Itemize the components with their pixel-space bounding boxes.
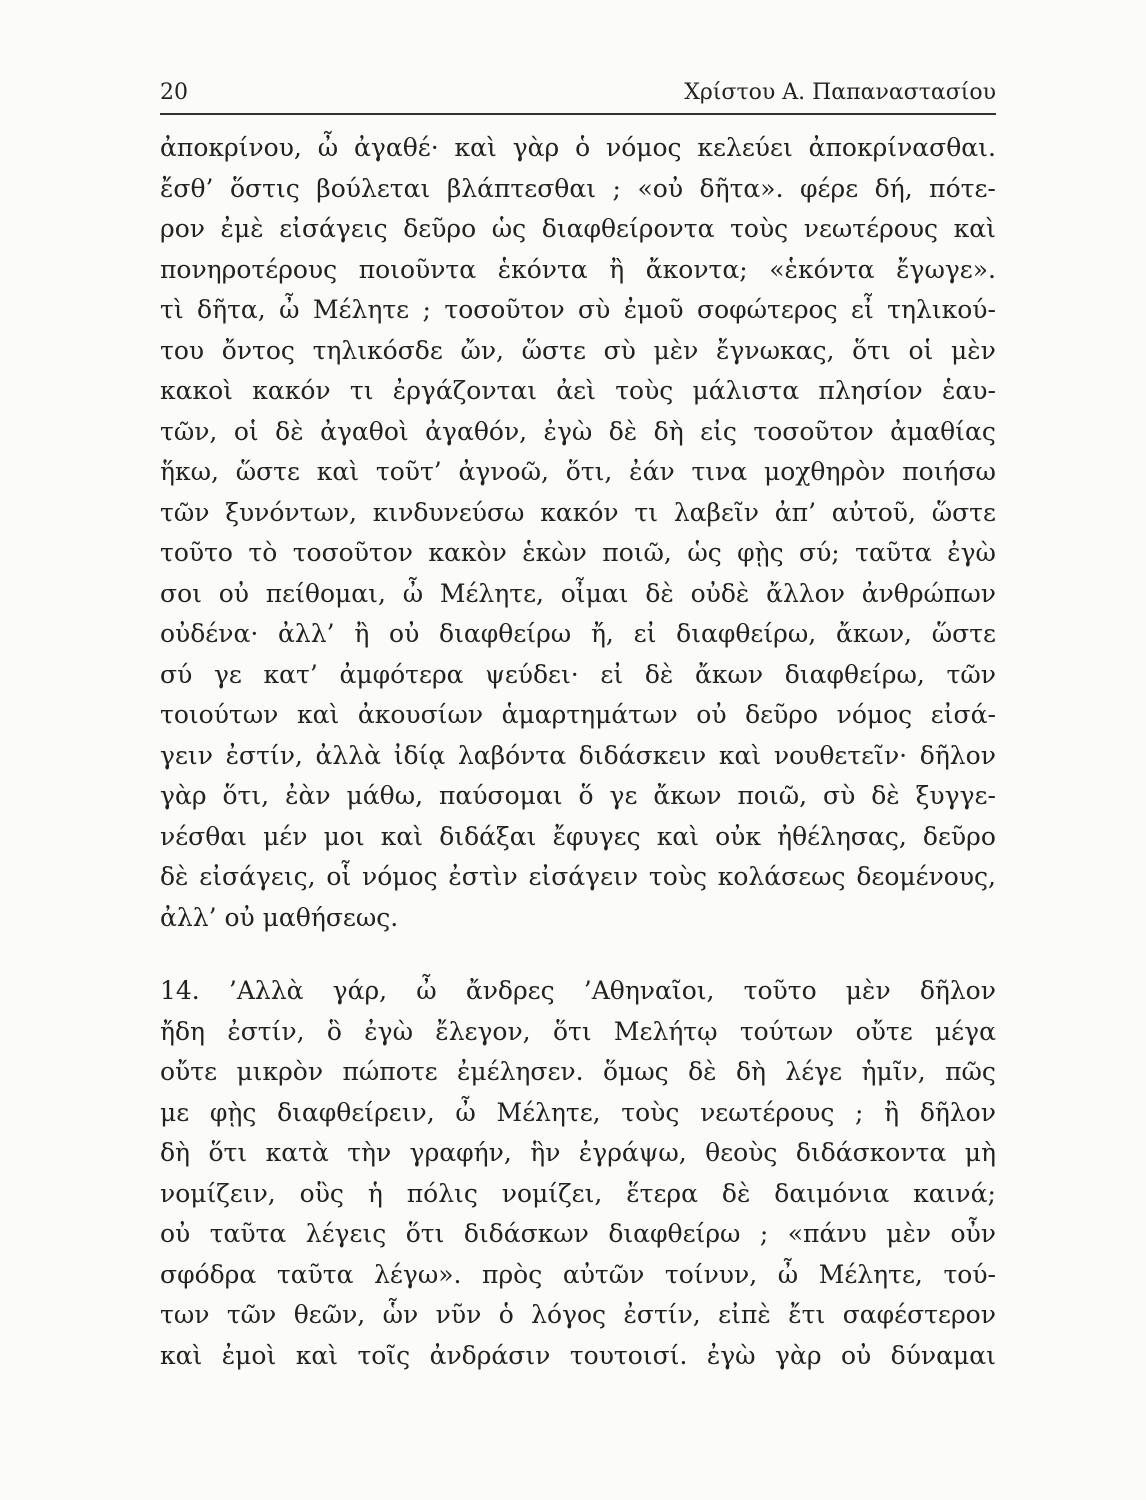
paragraph-1: [160, 128, 996, 938]
text-line: οὔτε μικρὸν πώποτε ἐμέλησεν. ὅμως δὲ δὴ λέγε ἡμῖν, πῶς: [160, 1057, 996, 1086]
text-line: νομίζειν, οὓς ἡ πόλις νομίζει, ἕτερα δὲ δαιμόνια καινά;: [160, 1178, 996, 1208]
text-line: τῶν ξυνόντων, κινδυνεύσω κακόν τι λαβεῖν ἀπ’ αὐτοῦ, ὥστε: [160, 497, 996, 527]
text-line: δὴ ὅτι κατὰ τὴν γραφήν, ἣν ἐγράψω, θεοὺς διδάσκοντα μὴ: [160, 1138, 996, 1167]
paragraph-2: [160, 971, 996, 1376]
text-line: σύ γε κατ’ ἀμφότερα ψεύδει· εἰ δὲ ἄκων διαφθείρω, τῶν: [160, 659, 996, 689]
text-line: ἔσθ’ ὅστις βούλεται βλάπτεσθαι ; «οὐ δῆτα». φέρε δή, πότε-: [160, 173, 996, 203]
text-line: τῶν, οἱ δὲ ἀγαθοὶ ἀγαθόν, ἐγὼ δὲ δὴ εἰς τοσοῦτον ἀμαθίας: [160, 416, 996, 446]
text-line: ἀποκρίνου, ὦ ἀγαθέ· καὶ γὰρ ὁ νόμος κελεύει ἀποκρίνασθαι.: [160, 133, 996, 162]
text-line: του ὄντος τηλικόσδε ὤν, ὥστε σὺ μὲν ἔγνωκας, ὅτι οἱ μὲν: [160, 335, 996, 365]
section-gap: [160, 938, 996, 971]
text-line: ἀλλ’ οὐ μαθήσεως.: [160, 902, 399, 932]
text-line: γειν ἐστίν, ἀλλὰ ἰδίᾳ λαβόντα διδάσκειν καὶ νουθετεῖν· δῆλον: [160, 740, 996, 770]
text-line: τὶ δῆτα, ὦ Μέλητε ; τοσοῦτον σὺ ἐμοῦ σοφώτερος εἶ τηλικού-: [160, 295, 996, 324]
text-line: γὰρ ὅτι, ἐὰν μάθω, παύσομαι ὅ γε ἄκων ποιῶ, σὺ δὲ ξυγγε-: [160, 781, 996, 810]
text-line: κακοὶ κακόν τι ἐργάζονται ἀεὶ τοὺς μάλιστα πλησίον ἑαυ-: [160, 376, 996, 405]
text-line: σοι οὐ πείθομαι, ὦ Μέλητε, οἶμαι δὲ οὐδὲ ἄλλον ἀνθρώπων: [160, 578, 996, 608]
text-line: οὐδένα· ἀλλ’ ἢ οὐ διαφθείρω ἤ, εἰ διαφθείρω, ἄκων, ὥστε: [160, 619, 996, 648]
text-line: καὶ ἐμοὶ καὶ τοῖς ἀνδράσιν τουτοισί. ἐγὼ γὰρ οὐ δύναμαι: [160, 1340, 996, 1370]
text-line: δὲ εἰσάγεις, οἷ νόμος ἐστὶν εἰσάγειν τοὺς κολάσεως δεομένους,: [160, 862, 996, 891]
text-line: 14. ’Αλλὰ γάρ, ὦ ἄνδρες ’Αθηναῖοι, τοῦτο μὲν δῆλον: [160, 976, 996, 1005]
text-line: ρον ἐμὲ εἰσάγεις δεῦρο ὡς διαφθείροντα τοὺς νεωτέρους καὶ: [160, 214, 996, 243]
text-line: ἤδη ἐστίν, ὃ ἐγὼ ἔλεγον, ὅτι Μελήτῳ τούτων οὔτε μέγα: [160, 1016, 996, 1046]
body-text: [160, 128, 996, 1376]
running-head: Χρίστου Α. Παπαναστασίου: [684, 80, 996, 105]
text-line: των τῶν θεῶν, ὧν νῦν ὁ λόγος ἐστίν, εἰπὲ ἔτι σαφέστερον: [160, 1300, 996, 1329]
text-line: νέσθαι μέν μοι καὶ διδάξαι ἔφυγες καὶ οὐκ ἠθέλησας, δεῦρο: [160, 821, 996, 851]
page-header: [160, 78, 996, 112]
text-line: οὐ ταῦτα λέγεις ὅτι διδάσκων διαφθείρω ; «πάνυ μὲν οὖν: [160, 1219, 996, 1248]
text-line: σφόδρα ταῦτα λέγω». πρὸς αὐτῶν τοίνυν, ὦ Μέλητε, τού-: [160, 1259, 996, 1289]
text-line: τοιούτων καὶ ἀκουσίων ἁμαρτημάτων οὐ δεῦρο νόμος εἰσά-: [160, 700, 996, 729]
header-rule: [160, 113, 996, 115]
text-line: πονηροτέρους ποιοῦντα ἑκόντα ἢ ἄκοντα; «ἑκόντα ἔγωγε».: [160, 254, 996, 284]
text-line: ἥκω, ὥστε καὶ τοῦτ’ ἀγνοῶ, ὅτι, ἐάν τινα μοχθηρὸν ποιήσω: [160, 457, 996, 486]
text-line: με φῂς διαφθείρειν, ὦ Μέλητε, τοὺς νεωτέρους ; ἢ δῆλον: [160, 1097, 996, 1127]
page-number: 20: [160, 80, 188, 105]
text-line: τοῦτο τὸ τοσοῦτον κακὸν ἑκὼν ποιῶ, ὡς φῂς σύ; ταῦτα ἐγὼ: [160, 538, 996, 567]
